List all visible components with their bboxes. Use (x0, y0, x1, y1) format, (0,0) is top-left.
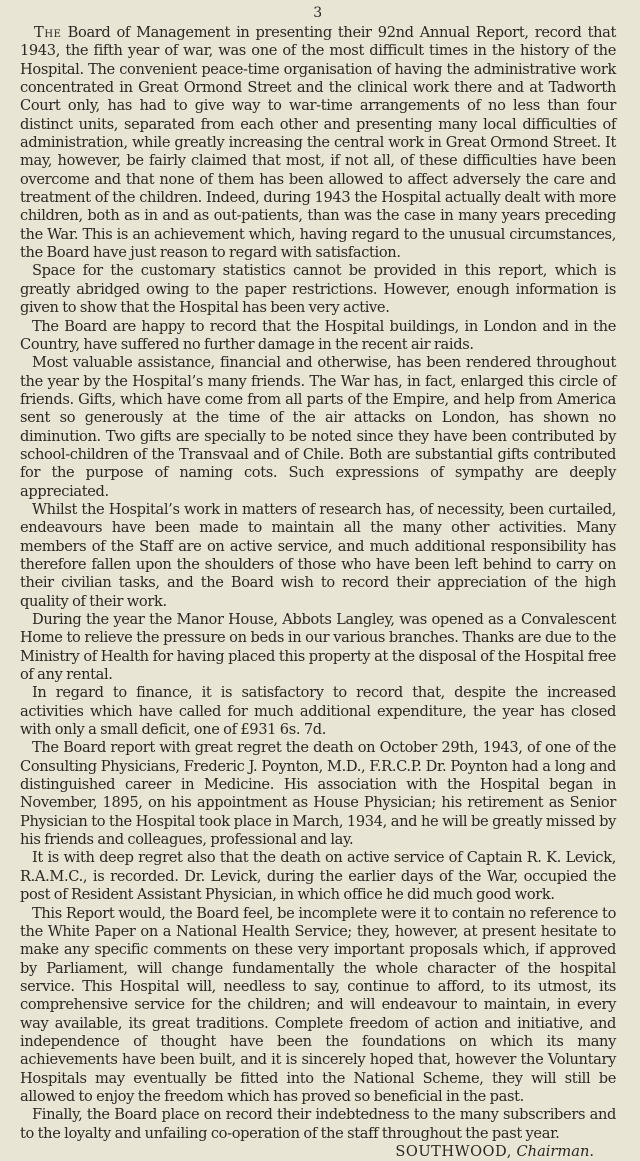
document-page (0, 3, 640, 1160)
signature-name: SOUTHWOOD, (395, 1142, 512, 1160)
paragraph-2: Space for the customary statistics cannot be provided in this report, which is greatly abridged owing to the paper restrictions. However, enough information is given to show that the Hospital has been very active. (20, 262, 616, 317)
signature (20, 1143, 616, 1161)
paragraph-7: In regard to finance, it is satisfactory to record that, despite the increased activities which have called for much additional expenditure, the year has closed with only a small deficit, one of £931 6s. 7d. (20, 684, 616, 739)
paragraph-3: The Board are happy to record that the Hospital buildings, in London and in the Country, have suffered no further damage in the recent air raids. (20, 317, 616, 353)
paragraph-4: Most valuable assistance, financial and otherwise, has been rendered throughout the year by the Hospital’s many friends. The War has, in fact, enlarged this circle of friends. Gifts, which have come from all parts of the Empire, and help from America sent so generously at the time of the air attacks on London, has shown no diminution. Two gifts are specially to be noted since they have been contributed by school-children of the Transvaal and of Chile. Both are substantial gifts contributed for the purpose of naming cots. Such expressions of sympathy are deeply appreciated. (20, 354, 616, 500)
page-number: 3 (313, 5, 323, 21)
opening-word: The (34, 24, 62, 41)
report-body (20, 24, 616, 1143)
paragraph-6: During the year the Manor House, Abbots Langley, was opened as a Convalescent Home to relieve the pressure on beds in our various branches. Thanks are due to the Ministry of Health for having placed this property at the disposal of the Hospital free of any rental. (20, 611, 616, 684)
signature-title: Chairman. (516, 1142, 594, 1160)
paragraph-10: This Report would, the Board feel, be incomplete were it to contain no reference to the White Paper on a National Health Service; they, however, at present hesitate to make any specific comments on these very important proposals which, if approved by Parliament, will change fundamentally the whole character of the hospital service. This Hospital will, needless to say, continue to afford, to its utmost, its comprehensive service for the children; and will endeavour to maintain, in every way available, its great traditions. Complete freedom of action and initiative, and independence of thought have been the foundations on which its many achievements have been built, and it is sincerely hoped that, however the Voluntary Hospitals may eventually be fitted into the National Scheme, they will still be allowed to enjoy the freedom which has proved so beneficial in the past. (20, 904, 616, 1105)
paragraph-1 (20, 24, 616, 262)
paragraph-11: Finally, the Board place on record their indebtedness to the many subscribers and to the loyalty and unfailing co-operation of the staff throughout the past year. (20, 1106, 616, 1142)
paragraph-1-text: Board of Management in presenting their 92nd Annual Report, record that 1943, the fifth year of war, was one of the most difficult times in the history of the Hospital. The convenient peace-time organisation of having the administrative work concentrated in Great Ormond Street and the clinical work there and at Tadworth Court only, has had to give way to war-time arrangements of no less than four distinct units, separated from each other and presenting many local difficulties of administration, while greatly increasing the central work in Great Ormond Street. It may, however, be fairly claimed that most, if not all, of these difficulties have been overcome and that none of them has been allowed to affect adversely the care and treatment of the children. Indeed, during 1943 the Hospital actually dealt with more children, both as in and as out-patients, than was the case in many years preceding the War. This is an achievement which, having regard to the unusual circumstances, the Board have just reason to regard with satisfaction. (20, 24, 616, 262)
paragraph-5: Whilst the Hospital’s work in matters of research has, of necessity, been curtailed, endeavours have been made to maintain all the many other activities. Many members of the Staff are on active service, and much additional responsibility has therefore fallen upon the shoulders of those who have been left behind to carry on their civilian tasks, and the Board wish to record their appreciation of the high quality of their work. (20, 500, 616, 610)
paragraph-9: It is with deep regret also that the death on active service of Captain R. K. Levick, R.A.M.C., is recorded. Dr. Levick, during the earlier days of the War, occupied the post of Resident Assistant Physician, in which office he did much good work. (20, 849, 616, 904)
paragraph-8: The Board report with great regret the death on October 29th, 1943, of one of the Consulting Physicians, Frederic J. Poynton, M.D., F.R.C.P. Dr. Poynton had a long and distinguished career in Medicine. His association with the Hospital began in November, 1895, on his appointment as House Physician; his retirement as Senior Physician to the Hospital took place in March, 1934, and he will be greatly missed by his friends and colleagues, professional and lay. (20, 739, 616, 849)
